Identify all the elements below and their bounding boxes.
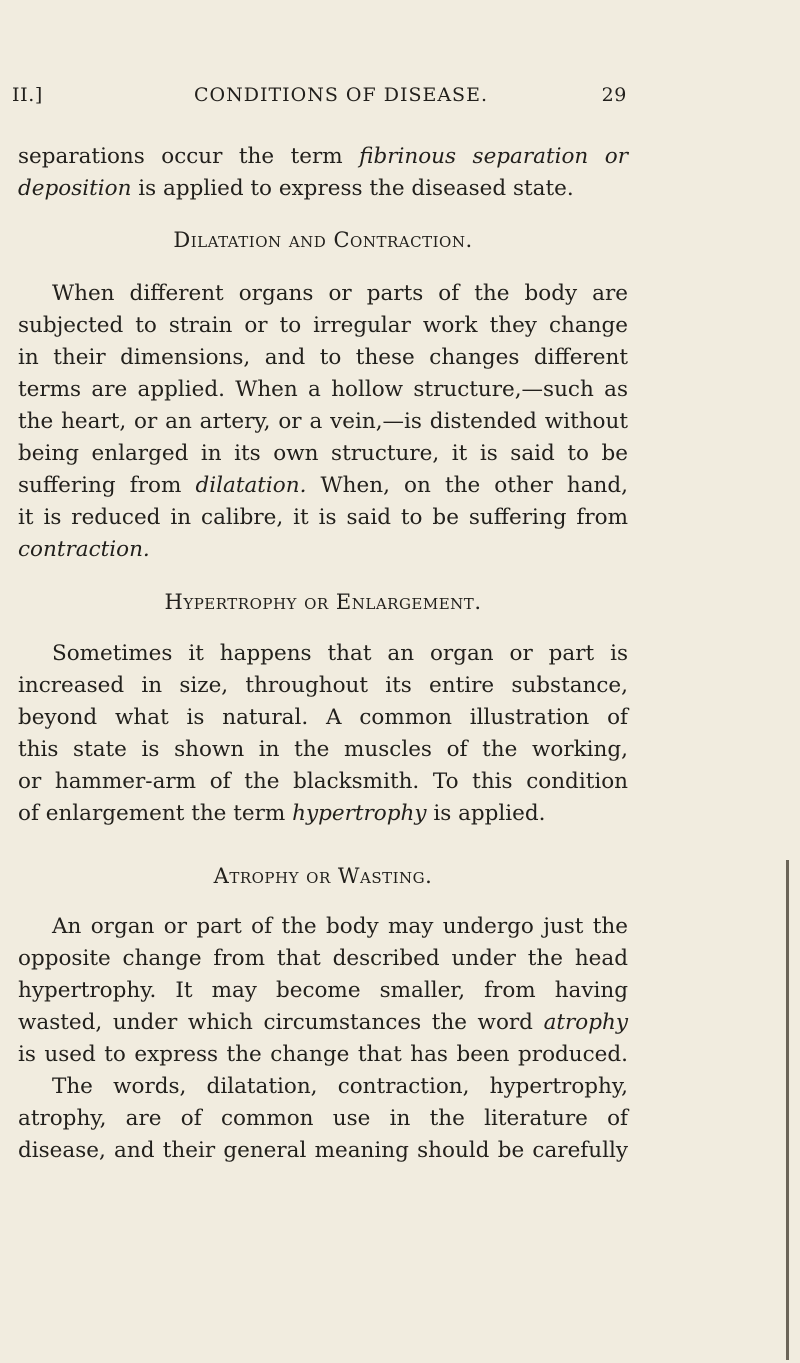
text-run: wasted, under which circumstances the word [18, 1010, 544, 1035]
paragraph-line [18, 1007, 628, 1039]
paragraph-line: increased in size, throughout its entire substance, [18, 673, 628, 698]
paragraph-line: terms are applied. When a hollow structure,—such as [18, 377, 628, 402]
section-heading [18, 590, 628, 620]
paragraph-line: it is reduced in calibre, it is said to be suffering from [18, 505, 628, 530]
paragraph-line [18, 173, 628, 205]
text-run: is applied. [426, 801, 546, 826]
paragraph-line: The words, dilatation, contraction, hypertrophy, [52, 1074, 628, 1099]
heading-text: Dilatation and Contraction. [173, 228, 473, 252]
page-edge-shadow [786, 860, 789, 1360]
text-run: of enlargement the term [18, 801, 293, 826]
running-title: CONDITIONS OF DISEASE. [194, 84, 488, 106]
paragraph-line [18, 798, 628, 830]
italic-term: hypertrophy [292, 801, 427, 826]
paragraph-line: in their dimensions, and to these changes different [18, 345, 628, 370]
paragraph-line: atrophy, are of common use in the literature of [18, 1106, 628, 1131]
paragraph-line: When different organs or parts of the body are [52, 281, 628, 306]
italic-term: fibrinous separation or [359, 144, 628, 169]
paragraph-line: contraction. [18, 537, 150, 562]
heading-text: Atrophy or Wasting. [213, 864, 433, 888]
paragraph-line: hypertrophy. It may become smaller, from having [18, 978, 628, 1003]
section-heading [18, 864, 628, 894]
italic-term: dilatation. [195, 473, 307, 498]
paragraph-line: this state is shown in the muscles of the working, [18, 737, 628, 762]
paragraph-line: being enlarged in its own structure, it is said to be [18, 441, 628, 466]
chapter-marker: II.] [12, 84, 43, 106]
paragraph-line: opposite change from that described under the head [18, 946, 628, 971]
paragraph-line: the heart, or an artery, or a vein,—is distended without [18, 409, 628, 434]
paragraph-line [18, 141, 628, 173]
paragraph-line: beyond what is natural. A common illustration of [18, 705, 628, 730]
italic-term: atrophy [543, 1010, 628, 1035]
paragraph-line [18, 470, 628, 502]
section-heading [18, 228, 628, 258]
paragraph-line: Sometimes it happens that an organ or part is [52, 641, 628, 666]
paragraph-line: subjected to strain or to irregular work they change [18, 313, 628, 338]
page-number: 29 [601, 84, 627, 106]
paragraph-line: or hammer-arm of the blacksmith. To this condition [18, 769, 628, 794]
text-run: is applied to express the diseased state. [131, 176, 574, 201]
text-run: When, on the other hand, [306, 473, 628, 498]
heading-text: Hypertrophy or Enlargement. [164, 590, 482, 614]
paragraph-line: disease, and their general meaning should be carefully [18, 1138, 628, 1163]
italic-term: deposition [18, 176, 132, 201]
text-run: suffering from [18, 473, 196, 498]
paragraph-line: An organ or part of the body may undergo just the [52, 914, 628, 939]
text-run: separations occur the term [18, 144, 360, 169]
paragraph-line: is used to express the change that has been produced. [18, 1042, 628, 1067]
running-head [12, 84, 627, 110]
